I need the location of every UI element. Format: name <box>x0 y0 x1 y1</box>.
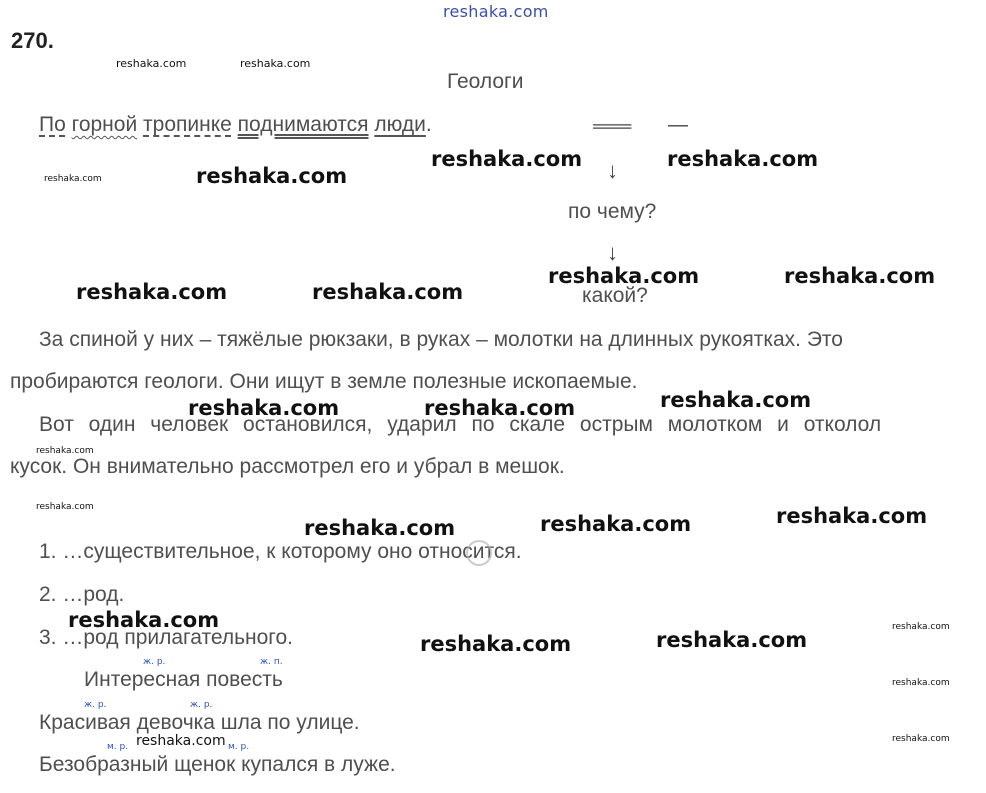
watermark: reshaka.com <box>44 174 102 184</box>
watermark: reshaka.com <box>116 57 187 70</box>
watermark: reshaka.com <box>136 733 226 749</box>
example-2: Красивая девочка шла по улице. <box>39 711 360 734</box>
watermark: reshaka.com <box>424 396 576 420</box>
gram-label: ж. р. <box>143 657 166 667</box>
watermark: reshaka.com <box>68 608 220 632</box>
watermark: reshaka.com <box>892 734 950 744</box>
watermark: reshaka.com <box>312 280 464 304</box>
task-3: 3. …род прилагательного. <box>39 626 294 649</box>
watermark: reshaka.com <box>892 678 950 688</box>
gram-label: м. р. <box>107 742 129 752</box>
task-1: 1. …существительное, к которому оно относится. <box>39 540 522 563</box>
watermark: reshaka.com <box>196 164 348 188</box>
watermark: reshaka.com <box>660 388 812 412</box>
paragraph1-line1: За спиной у них – тяжёлые рюкзаки, в руках – молотки на длинных рукоятках. Это <box>39 328 843 351</box>
gram-label: ж. р. <box>84 700 107 710</box>
gram-label: ж. п. <box>260 657 283 667</box>
paragraph2-line2: кусок. Он внимательно рассмотрел его и убрал в мешок. <box>10 455 565 478</box>
scheme-predicate-mark: ═══ <box>593 116 632 136</box>
sentence-parsed <box>39 113 432 137</box>
watermark: reshaka.com <box>667 147 819 171</box>
exercise-number: 270. <box>11 28 54 53</box>
watermark: reshaka.com <box>36 446 94 456</box>
watermark: reshaka.com <box>420 632 572 656</box>
word-predicate: поднимаются <box>237 113 369 136</box>
watermark: reshaka.com <box>240 57 311 70</box>
watermark: reshaka.com <box>776 504 928 528</box>
watermark: reshaka.com <box>548 264 700 288</box>
example-3: Безобразный щенок купался в луже. <box>39 753 396 776</box>
word-noun-object: тропинке <box>143 113 232 136</box>
arrow-down-icon: ↓ <box>607 240 618 265</box>
scheme-question-2: какой? <box>582 284 648 307</box>
top-watermark: reshaka.com <box>443 2 549 21</box>
watermark: reshaka.com <box>784 264 936 288</box>
text-title: Геологи <box>447 70 524 93</box>
watermark: reshaka.com <box>188 396 340 420</box>
scheme-question-1: по чему? <box>568 200 657 223</box>
task-2: 2. …род. <box>39 583 125 606</box>
word-subject: люди <box>374 113 426 136</box>
paragraph2-line1-text: Вот один человек остановился, ударил по скале острым молотком и отколол <box>39 413 882 436</box>
gram-label: м. р. <box>228 742 250 752</box>
word-preposition: По <box>39 113 66 136</box>
paragraph1-line2: пробираются геологи. Они ищут в земле полезные ископаемые. <box>10 370 638 393</box>
watermark: reshaka.com <box>892 622 950 632</box>
watermark: reshaka.com <box>431 147 583 171</box>
watermark: reshaka.com <box>304 516 456 540</box>
example-1: Интересная повесть <box>84 668 283 691</box>
arrow-down-icon: ↓ <box>607 158 618 183</box>
gram-label: ж. р. <box>190 700 213 710</box>
watermark: reshaka.com <box>76 280 228 304</box>
sentence-period: . <box>425 113 432 136</box>
word-adjective: горной <box>71 113 138 136</box>
watermark: reshaka.com <box>540 512 692 536</box>
scheme-subject-mark: — <box>668 114 688 136</box>
watermark: reshaka.com <box>656 628 808 652</box>
watermark: reshaka.com <box>36 502 94 512</box>
